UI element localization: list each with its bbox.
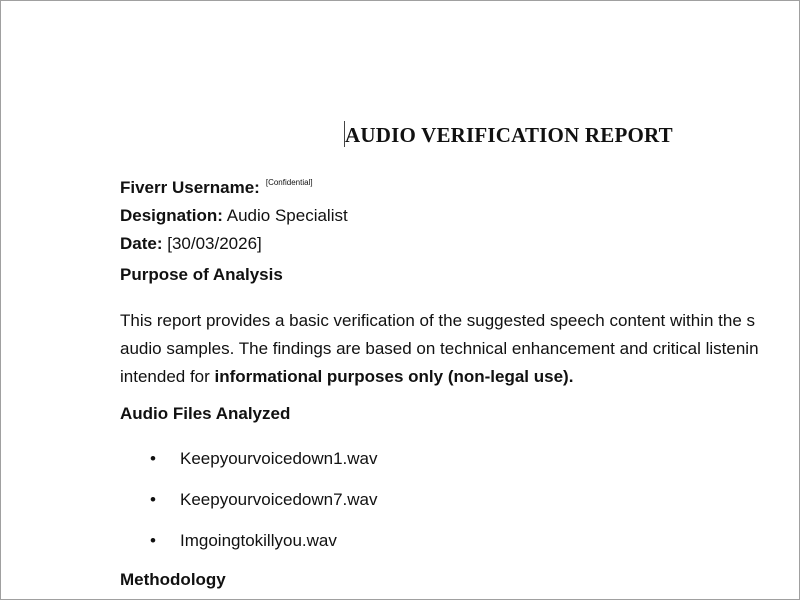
date-label: Date:: [120, 234, 163, 253]
purpose-line-2: audio samples. The findings are based on technical enhancement and critical listenin: [120, 339, 759, 358]
audio-file-name: Imgoingtokillyou.wav: [180, 531, 337, 550]
purpose-line-3-bold: informational purposes only (non-legal use).: [214, 367, 574, 386]
purpose-heading: Purpose of Analysis: [120, 265, 283, 284]
date-value: [30/03/2026]: [162, 234, 262, 253]
purpose-line-3: [120, 363, 759, 391]
bullet-icon: •: [150, 531, 156, 550]
date-row: [120, 230, 348, 258]
audio-file-name: Keepyourvoicedown1.wav: [180, 449, 378, 468]
purpose-paragraph: [120, 307, 759, 391]
report-title: AUDIO VERIFICATION REPORT: [345, 123, 673, 147]
username-row: [120, 169, 348, 202]
bullet-icon: •: [150, 449, 156, 468]
designation-value: Audio Specialist: [222, 206, 348, 225]
title-row: [344, 121, 673, 148]
username-label: Fiverr Username:: [120, 178, 260, 197]
files-heading: Audio Files Analyzed: [120, 404, 291, 423]
purpose-line-1: This report provides a basic verification of the suggested speech content within the s: [120, 311, 756, 330]
report-meta: [120, 169, 348, 258]
bullet-icon: •: [150, 490, 156, 509]
audio-file-name: Keepyourvoicedown7.wav: [180, 490, 378, 509]
methodology-heading: Methodology: [120, 570, 226, 589]
designation-label: Designation:: [120, 206, 223, 225]
username-value: [Confidential]: [265, 178, 313, 187]
designation-row: [120, 202, 348, 230]
purpose-line-3-prefix: intended for: [120, 367, 215, 386]
